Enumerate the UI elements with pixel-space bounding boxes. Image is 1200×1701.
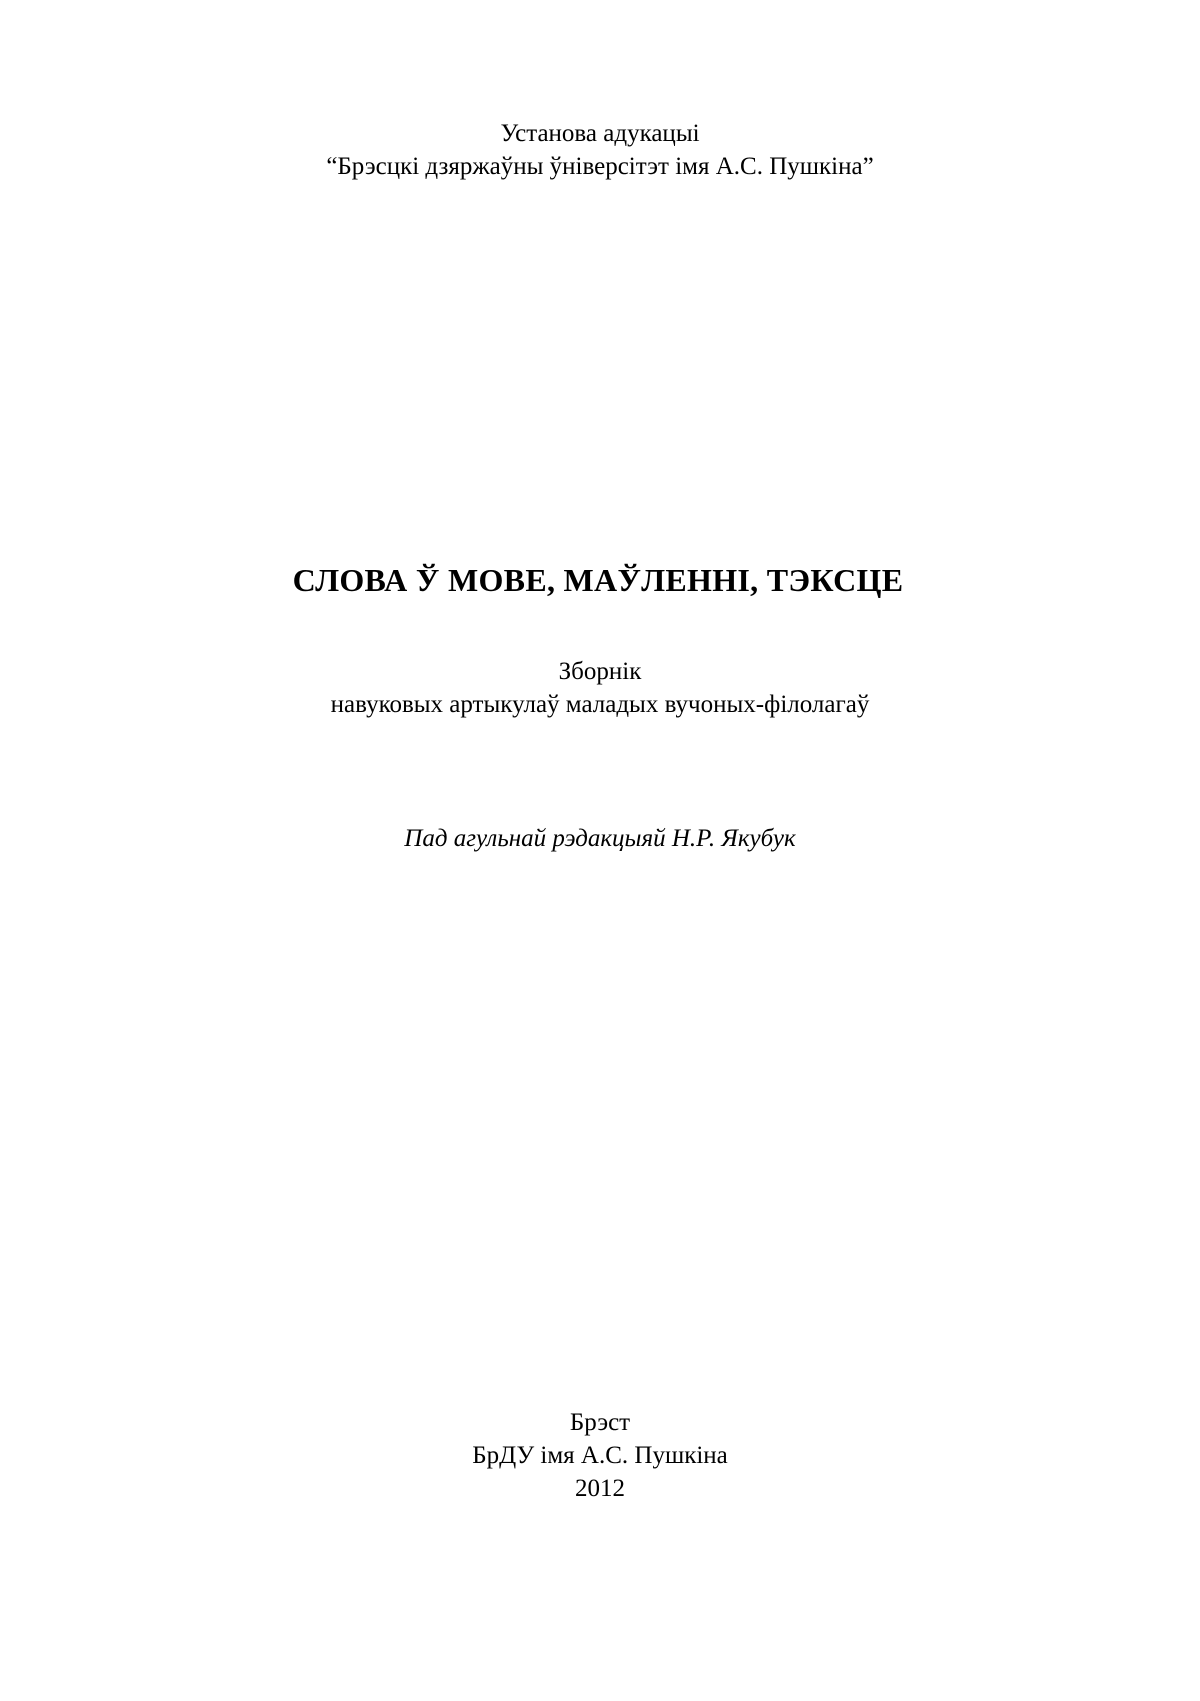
document-title: СЛОВА Ў МОВЕ, МАЎЛЕННІ, ТЭКСЦЕ [292,562,904,598]
institution-line-1: Установа адукацыі [500,120,700,147]
subtitle-line-2: навуковых артыкулаў маладых вучоных-філолагаў [330,691,870,718]
subtitle-line-1: Зборнік [558,658,642,685]
imprint-year: 2012 [575,1475,625,1502]
imprint-publisher: БрДУ імя А.С. Пушкіна [472,1442,728,1469]
imprint-city: Брэст [569,1409,631,1436]
institution-line-2: “Брэсцкі дзяржаўны ўніверсітэт імя А.С. Пушкіна” [326,153,874,180]
editor-credit: Пад агульнай рэдакцыяй Н.Р. Якубук [404,825,796,852]
